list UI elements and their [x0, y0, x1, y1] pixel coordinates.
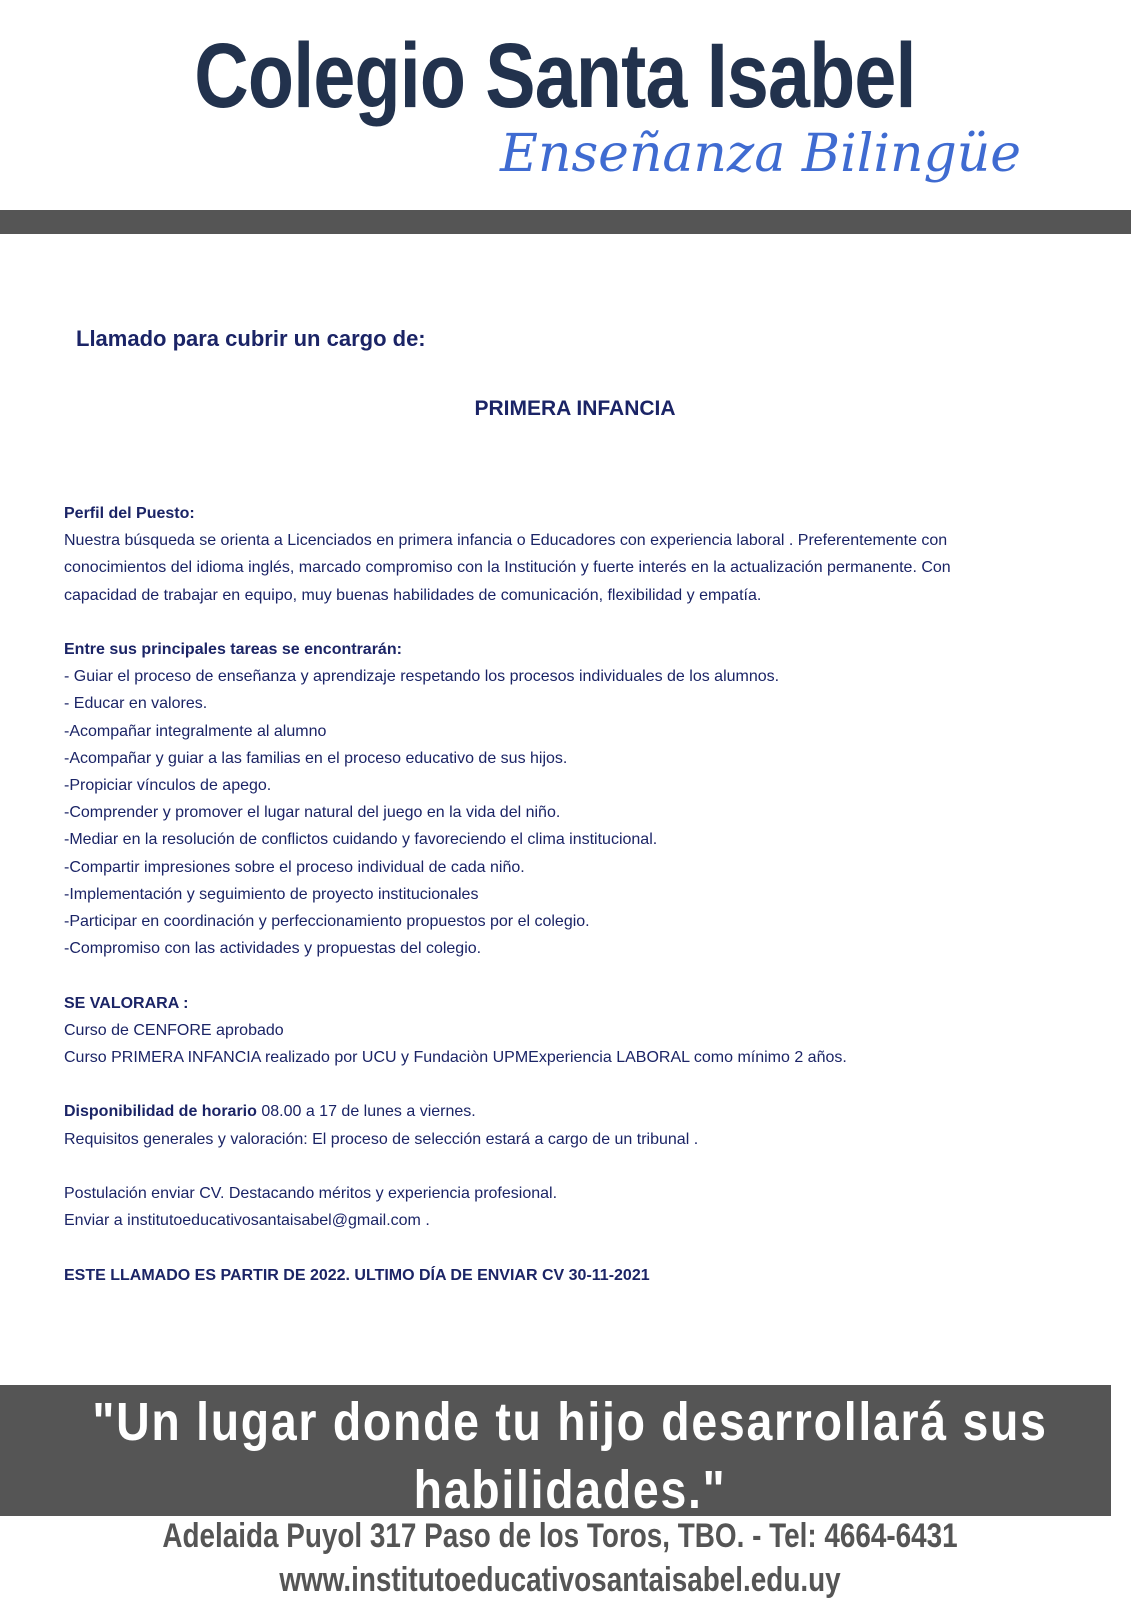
valued-heading: SE VALORARA :: [64, 994, 189, 1012]
call-intro: Llamado para cubrir un cargo de:: [76, 326, 426, 351]
profile-line: conocimientos del idioma inglés, marcado compromiso con la Institución y fuerte interés en la actualización permanente. Con: [64, 559, 951, 577]
task-item: - Guiar el proceso de enseñanza y aprendizaje respetando los procesos individuales de los alumnos.: [64, 668, 780, 686]
school-name: Colegio Santa Isabel: [194, 25, 916, 127]
motto: [80, 1388, 1060, 1524]
tasks-heading: Entre sus principales tareas se encontrarán:: [64, 641, 402, 658]
spacer: [64, 1153, 1044, 1180]
task-item: -Acompañar y guiar a las familias en el proceso educativo de sus hijos.: [64, 749, 568, 767]
spacer: [64, 1071, 1044, 1098]
task-item: -Compromiso con las actividades y propuestas del colegio.: [64, 940, 482, 958]
task-item: -Implementación y seguimiento de proyecto institucionales: [64, 885, 479, 903]
task-item: -Acompañar integralmente al alumno: [64, 722, 327, 740]
spacer: [64, 1234, 1044, 1261]
valued-item: Curso de CENFORE aprobado: [64, 1021, 284, 1039]
task-item: -Comprender y promover el lugar natural del juego en la vida del niño.: [64, 804, 561, 822]
schedule-line: [64, 1098, 1044, 1125]
header-divider-bar: [0, 210, 1131, 234]
task-item: -Mediar en la resolución de conflictos cuidando y favoreciendo el clima institucional.: [64, 831, 658, 849]
task-item: -Compartir impresiones sobre el proceso individual de cada niño.: [64, 858, 525, 876]
valued-item: Curso PRIMERA INFANCIA realizado por UCU y Fundaciòn UPMExperiencia LABORAL como mínimo 2 años.: [64, 1049, 847, 1067]
schedule-label: Disponibilidad de horario: [64, 1103, 257, 1121]
position-title: PRIMERA INFANCIA: [474, 397, 676, 420]
footer-website: www.institutoeducativosantaisabel.edu.uy: [279, 1561, 841, 1599]
profile-heading: Perfil del Puesto:: [64, 505, 195, 522]
profile-line: capacidad de trabajar en equipo, muy buenas habilidades de comunicación, flexibilidad y empatía.: [64, 586, 762, 604]
application-email-line: Enviar a institutoeducativosantaisabel@gmail.com .: [64, 1212, 430, 1230]
deadline-notice: ESTE LLAMADO ES PARTIR DE 2022. ULTIMO DÍA DE ENVIAR CV 30-11-2021: [64, 1266, 650, 1284]
task-item: -Propiciar vínculos de apego.: [64, 777, 272, 795]
task-item: - Educar en valores.: [64, 695, 208, 713]
profile-line: Nuestra búsqueda se orienta a Licenciados en primera infancia o Educadores con experiencia laboral . Preferentemente con: [64, 532, 948, 550]
spacer: [64, 962, 1044, 989]
footer-address: Adelaida Puyol 317 Paso de los Toros, TBO. - Tel: 4664-6431: [162, 1517, 958, 1555]
school-subtitle: Enseñanza Bilingüe: [500, 124, 1021, 184]
job-description: [64, 500, 1044, 1289]
spacer: [64, 609, 1044, 636]
motto-line: habilidades.": [413, 1460, 727, 1520]
motto-line: "Un lugar donde tu hijo desarrollará sus: [92, 1392, 1048, 1452]
application-line: Postulación enviar CV. Destacando méritos y experiencia profesional.: [64, 1185, 558, 1203]
task-item: -Participar en coordinación y perfeccionamiento propuestos por el colegio.: [64, 913, 590, 931]
schedule-value: 08.00 a 17 de lunes a viernes.: [256, 1103, 476, 1121]
requirements-line: Requisitos generales y valoración: El proceso de selección estará a cargo de un tribunal .: [64, 1130, 699, 1148]
